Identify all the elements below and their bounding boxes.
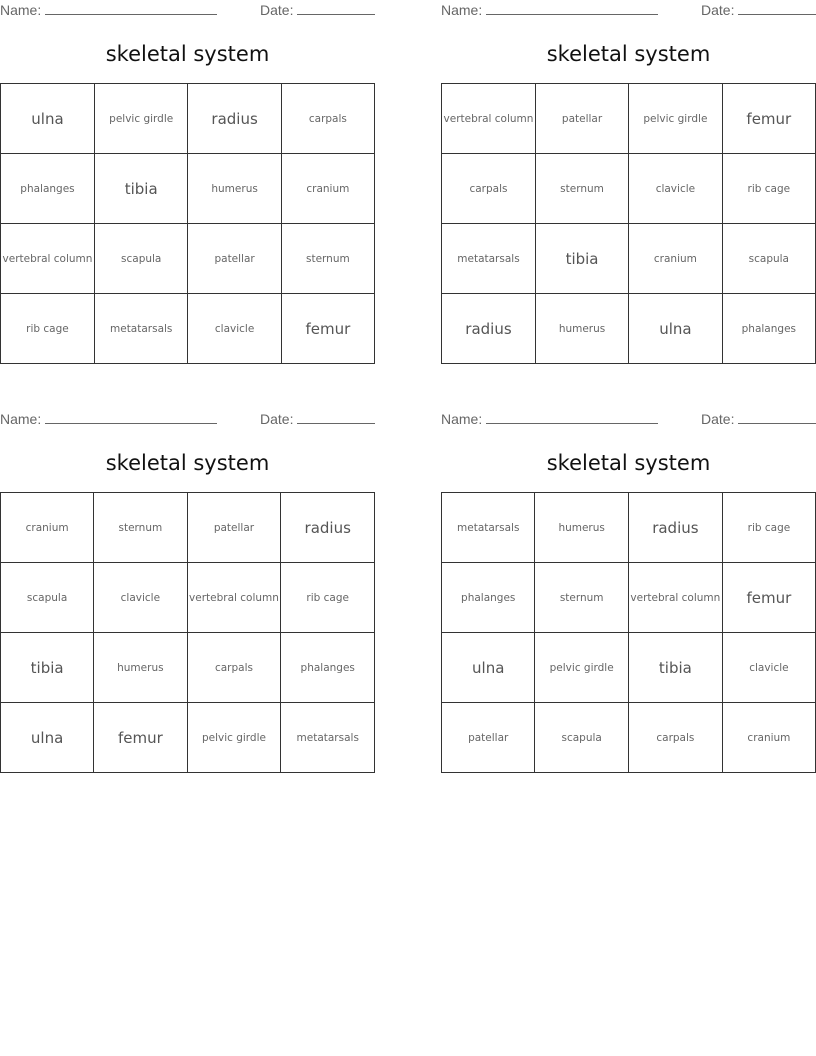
name-blank-line bbox=[45, 411, 217, 424]
grid-cell: sternum bbox=[535, 563, 628, 633]
date-field bbox=[260, 2, 375, 18]
grid-cell: rib cage bbox=[722, 154, 815, 224]
grid-row bbox=[442, 294, 816, 364]
grid-cell: phalanges bbox=[1, 154, 95, 224]
grid-cell: humerus bbox=[94, 633, 187, 703]
date-label: Date: bbox=[260, 411, 294, 427]
grid-row bbox=[1, 563, 375, 633]
grid-cell: femur bbox=[722, 84, 815, 154]
grid-cell: cranium bbox=[629, 224, 723, 294]
grid-cell: rib cage bbox=[722, 493, 815, 563]
grid-cell: cranium bbox=[281, 154, 374, 224]
grid-cell: radius bbox=[442, 294, 536, 364]
grid-cell: radius bbox=[188, 84, 281, 154]
date-blank-line bbox=[297, 2, 375, 15]
grid-cell: scapula bbox=[94, 224, 188, 294]
grid-cell: clavicle bbox=[722, 633, 815, 703]
grid-row bbox=[1, 633, 375, 703]
grid-cell: vertebral column bbox=[628, 563, 722, 633]
grid-cell: ulna bbox=[1, 84, 95, 154]
card-title: skeletal system bbox=[105, 42, 270, 66]
grid-cell: humerus bbox=[535, 294, 628, 364]
grid-cell: tibia bbox=[94, 154, 188, 224]
grid-cell: carpals bbox=[442, 154, 536, 224]
name-blank-line bbox=[45, 2, 217, 15]
name-blank-line bbox=[486, 2, 658, 15]
date-label: Date: bbox=[260, 2, 294, 18]
grid-cell: femur bbox=[722, 563, 815, 633]
grid-cell: clavicle bbox=[188, 294, 281, 364]
grid-cell: patellar bbox=[187, 493, 281, 563]
grid-cell: tibia bbox=[1, 633, 94, 703]
grid-cell: pelvic girdle bbox=[94, 84, 188, 154]
grid-cell: phalanges bbox=[281, 633, 375, 703]
grid-row bbox=[1, 224, 375, 294]
grid-cell: vertebral column bbox=[442, 84, 536, 154]
grid-row bbox=[1, 493, 375, 563]
date-blank-line bbox=[738, 2, 816, 15]
grid-cell: metatarsals bbox=[94, 294, 188, 364]
date-field bbox=[701, 2, 816, 18]
grid-cell: metatarsals bbox=[442, 493, 535, 563]
name-field bbox=[0, 411, 217, 427]
grid-cell: ulna bbox=[442, 633, 535, 703]
grid-cell: rib cage bbox=[1, 294, 95, 364]
grid-cell: femur bbox=[281, 294, 374, 364]
grid-cell: scapula bbox=[1, 563, 94, 633]
name-field bbox=[441, 2, 658, 18]
bingo-grid bbox=[0, 83, 375, 364]
grid-cell: clavicle bbox=[94, 563, 187, 633]
grid-cell: metatarsals bbox=[442, 224, 536, 294]
name-label: Name: bbox=[0, 2, 42, 18]
grid-cell: phalanges bbox=[722, 294, 815, 364]
grid-cell: tibia bbox=[628, 633, 722, 703]
name-blank-line bbox=[486, 411, 658, 424]
grid-cell: scapula bbox=[535, 703, 628, 773]
grid-cell: cranium bbox=[1, 493, 94, 563]
grid-cell: sternum bbox=[535, 154, 628, 224]
grid-cell: rib cage bbox=[281, 563, 375, 633]
bingo-grid bbox=[0, 492, 375, 773]
date-label: Date: bbox=[701, 2, 735, 18]
grid-cell: radius bbox=[281, 493, 375, 563]
grid-cell: humerus bbox=[535, 493, 628, 563]
grid-cell: pelvic girdle bbox=[629, 84, 723, 154]
header-row bbox=[0, 0, 375, 22]
grid-cell: patellar bbox=[188, 224, 281, 294]
name-label: Name: bbox=[441, 411, 483, 427]
date-field bbox=[701, 411, 816, 427]
grid-cell: humerus bbox=[188, 154, 281, 224]
grid-cell: vertebral column bbox=[1, 224, 95, 294]
grid-cell: patellar bbox=[535, 84, 628, 154]
grid-row bbox=[1, 703, 375, 773]
grid-cell: ulna bbox=[1, 703, 94, 773]
grid-cell: vertebral column bbox=[187, 563, 281, 633]
header-row bbox=[0, 409, 375, 431]
grid-cell: phalanges bbox=[442, 563, 535, 633]
grid-cell: carpals bbox=[281, 84, 374, 154]
grid-cell: pelvic girdle bbox=[187, 703, 281, 773]
grid-row bbox=[1, 154, 375, 224]
name-field bbox=[0, 2, 217, 18]
grid-row bbox=[442, 493, 816, 563]
grid-cell: ulna bbox=[629, 294, 723, 364]
grid-row bbox=[1, 84, 375, 154]
grid-cell: metatarsals bbox=[281, 703, 375, 773]
grid-row bbox=[442, 563, 816, 633]
grid-row bbox=[442, 703, 816, 773]
grid-cell: carpals bbox=[628, 703, 722, 773]
grid-cell: femur bbox=[94, 703, 187, 773]
date-blank-line bbox=[297, 411, 375, 424]
bingo-grid bbox=[441, 83, 816, 364]
grid-cell: clavicle bbox=[629, 154, 723, 224]
card-title: skeletal system bbox=[546, 451, 711, 475]
date-field bbox=[260, 411, 375, 427]
header-row bbox=[441, 409, 816, 431]
grid-row bbox=[442, 84, 816, 154]
name-field bbox=[441, 411, 658, 427]
name-label: Name: bbox=[441, 2, 483, 18]
grid-cell: radius bbox=[628, 493, 722, 563]
grid-cell: tibia bbox=[535, 224, 628, 294]
grid-row bbox=[1, 294, 375, 364]
date-blank-line bbox=[738, 411, 816, 424]
grid-cell: sternum bbox=[94, 493, 187, 563]
grid-cell: patellar bbox=[442, 703, 535, 773]
header-row bbox=[441, 0, 816, 22]
grid-cell: scapula bbox=[722, 224, 815, 294]
grid-cell: cranium bbox=[722, 703, 815, 773]
grid-row bbox=[442, 633, 816, 703]
grid-cell: sternum bbox=[281, 224, 374, 294]
card-title: skeletal system bbox=[546, 42, 711, 66]
bingo-grid bbox=[441, 492, 816, 773]
grid-row bbox=[442, 224, 816, 294]
date-label: Date: bbox=[701, 411, 735, 427]
grid-cell: pelvic girdle bbox=[535, 633, 628, 703]
grid-cell: carpals bbox=[187, 633, 281, 703]
grid-row bbox=[442, 154, 816, 224]
card-title: skeletal system bbox=[105, 451, 270, 475]
name-label: Name: bbox=[0, 411, 42, 427]
